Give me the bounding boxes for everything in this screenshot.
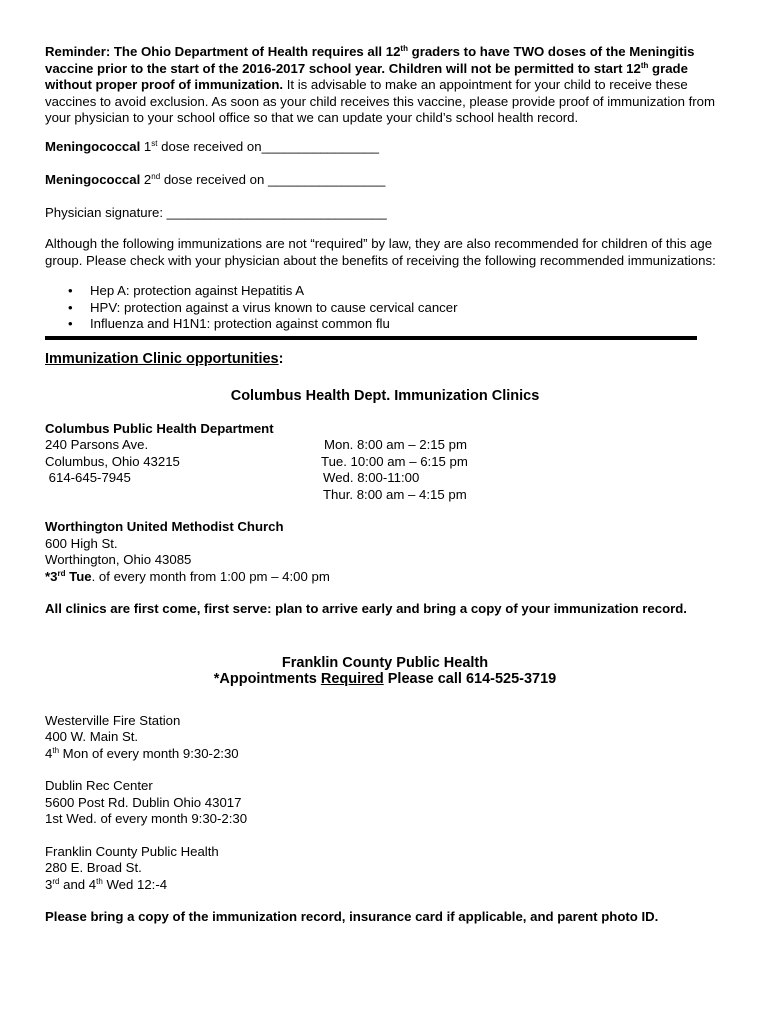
bring-notice: Please bring a copy of the immunization record, insurance card if applicable, and parent photo ID.	[45, 909, 659, 924]
site-when-num: 3	[45, 876, 53, 892]
first-come-notice: All clinics are first come, first serve: plan to arrive early and bring a copy of your immunization record.	[45, 601, 687, 616]
appointments-phone: Please call 614-525-3719	[383, 671, 557, 687]
section-title-text: Immunization Clinic opportunities	[45, 350, 279, 367]
dose2-num: 2	[140, 172, 152, 187]
wumc-street: 600 High St.	[45, 535, 118, 551]
cph-hours-line: Tue. 10:00 am – 6:15 pm	[321, 453, 468, 469]
wumc-when	[45, 569, 725, 586]
dose1-line[interactable]	[45, 139, 725, 156]
physician-signature-line[interactable]: Physician signature: ______________________________	[45, 204, 387, 220]
site-street: 5600 Post Rd. Dublin Ohio 43017	[45, 794, 242, 810]
appointments-line	[45, 671, 725, 688]
reminder-lead-rest: graders to have TWO doses of the Meningitis vaccine prior to the start of the 2016-2017 school year. Children will not be permitted to start 12	[45, 44, 695, 76]
reminder-sup: th	[400, 44, 408, 53]
reminder-paragraph	[45, 44, 725, 127]
list-item: • Influenza and H1N1: protection against common flu	[90, 316, 725, 333]
appointments-required: Required	[320, 671, 384, 687]
site-name: Westerville Fire Station	[45, 712, 181, 728]
list-item: • Hep A: protection against Hepatitis A	[90, 283, 725, 300]
dose1-label: Meningococcal	[45, 138, 141, 154]
site-name: Dublin Rec Center	[45, 778, 153, 793]
cph-address-line: Columbus, Ohio 43215	[45, 453, 180, 469]
site-when-num: 4	[45, 745, 53, 761]
cph-hours-line: Mon. 8:00 am – 2:15 pm	[324, 437, 467, 452]
grade-sup: th	[640, 60, 649, 70]
wumc-when-sup: rd	[57, 568, 66, 578]
wumc-clinic	[45, 519, 725, 585]
section-title	[45, 351, 725, 368]
wumc-city: Worthington, Ohio 43085	[45, 552, 192, 567]
site-when-sup: rd	[52, 876, 60, 886]
wumc-when-rest: . of every month from 1:00 pm – 4:00 pm	[91, 568, 330, 584]
cph-address-line: 240 Parsons Ave.	[45, 437, 149, 452]
dose2-text: dose received on ________________	[160, 172, 386, 187]
site-street: 400 W. Main St.	[45, 729, 139, 744]
cph-clinic	[45, 421, 725, 504]
reminder-lead: Reminder: The Ohio Department of Health requires all 12	[45, 44, 401, 59]
document-page	[45, 44, 725, 926]
cph-phone: 614-645-7945	[45, 470, 131, 485]
site-when-sup: th	[96, 876, 103, 886]
franklin-heading: Franklin County Public Health	[281, 654, 489, 671]
cph-address	[45, 437, 321, 503]
list-item: • HPV: protection against a virus known to cause cervical cancer	[90, 300, 725, 317]
columbus-heading: Columbus Health Dept. Immunization Clinics	[230, 388, 540, 404]
site-name: Franklin County Public Health	[45, 843, 219, 859]
cph-hours-line: Thur. 8:00 am – 4:15 pm	[323, 486, 467, 502]
dose2-sup: nd	[151, 172, 161, 181]
horizontal-rule	[45, 336, 697, 340]
dublin-site	[45, 778, 725, 828]
appointments-pre: *Appointments	[213, 671, 321, 687]
site-when	[45, 746, 725, 763]
wumc-when-prefix: *3	[45, 568, 58, 584]
franklin-site	[45, 844, 725, 894]
dose1-sup: st	[151, 138, 158, 148]
westerville-site	[45, 713, 725, 763]
reminder-normal: It is advisable to make an appointment for your child to receive these vaccines to avoid exclusion. As soon as your child receives this vaccine, please provide proof of immunization from your physician to your school office so that we can update your child’s school health record.	[45, 77, 715, 125]
wumc-when-day: Tue	[65, 568, 92, 584]
site-when: 1st Wed. of every month 9:30-2:30	[45, 811, 248, 826]
dose2-line[interactable]	[45, 172, 725, 189]
reminder-bold-end: grade without proper proof of immunization.	[45, 60, 688, 92]
section-title-colon: :	[278, 350, 284, 367]
cph-name: Columbus Public Health Department	[45, 420, 274, 436]
site-when-text: Mon of every month 9:30-2:30	[59, 745, 239, 761]
site-when-text: Wed 12:-4	[102, 876, 168, 892]
recommended-list	[45, 283, 725, 333]
dose1-text: dose received on________________	[157, 138, 379, 154]
dose1-num: 1	[140, 138, 152, 154]
site-when-mid: and 4	[59, 876, 97, 892]
cph-hours-line: Wed. 8:00-11:00	[323, 470, 420, 485]
although-paragraph: Although the following immunizations are not “required” by law, they are also recommended for children of this age group. Please check with your physician about the benefits of receiving the following recommended immunizations:	[45, 236, 716, 268]
site-when-sup: th	[52, 745, 60, 755]
site-street: 280 E. Broad St.	[45, 860, 142, 875]
site-when	[45, 877, 725, 894]
cph-hours	[321, 437, 468, 503]
dose2-label: Meningococcal	[45, 172, 141, 187]
wumc-name: Worthington United Methodist Church	[45, 519, 284, 534]
